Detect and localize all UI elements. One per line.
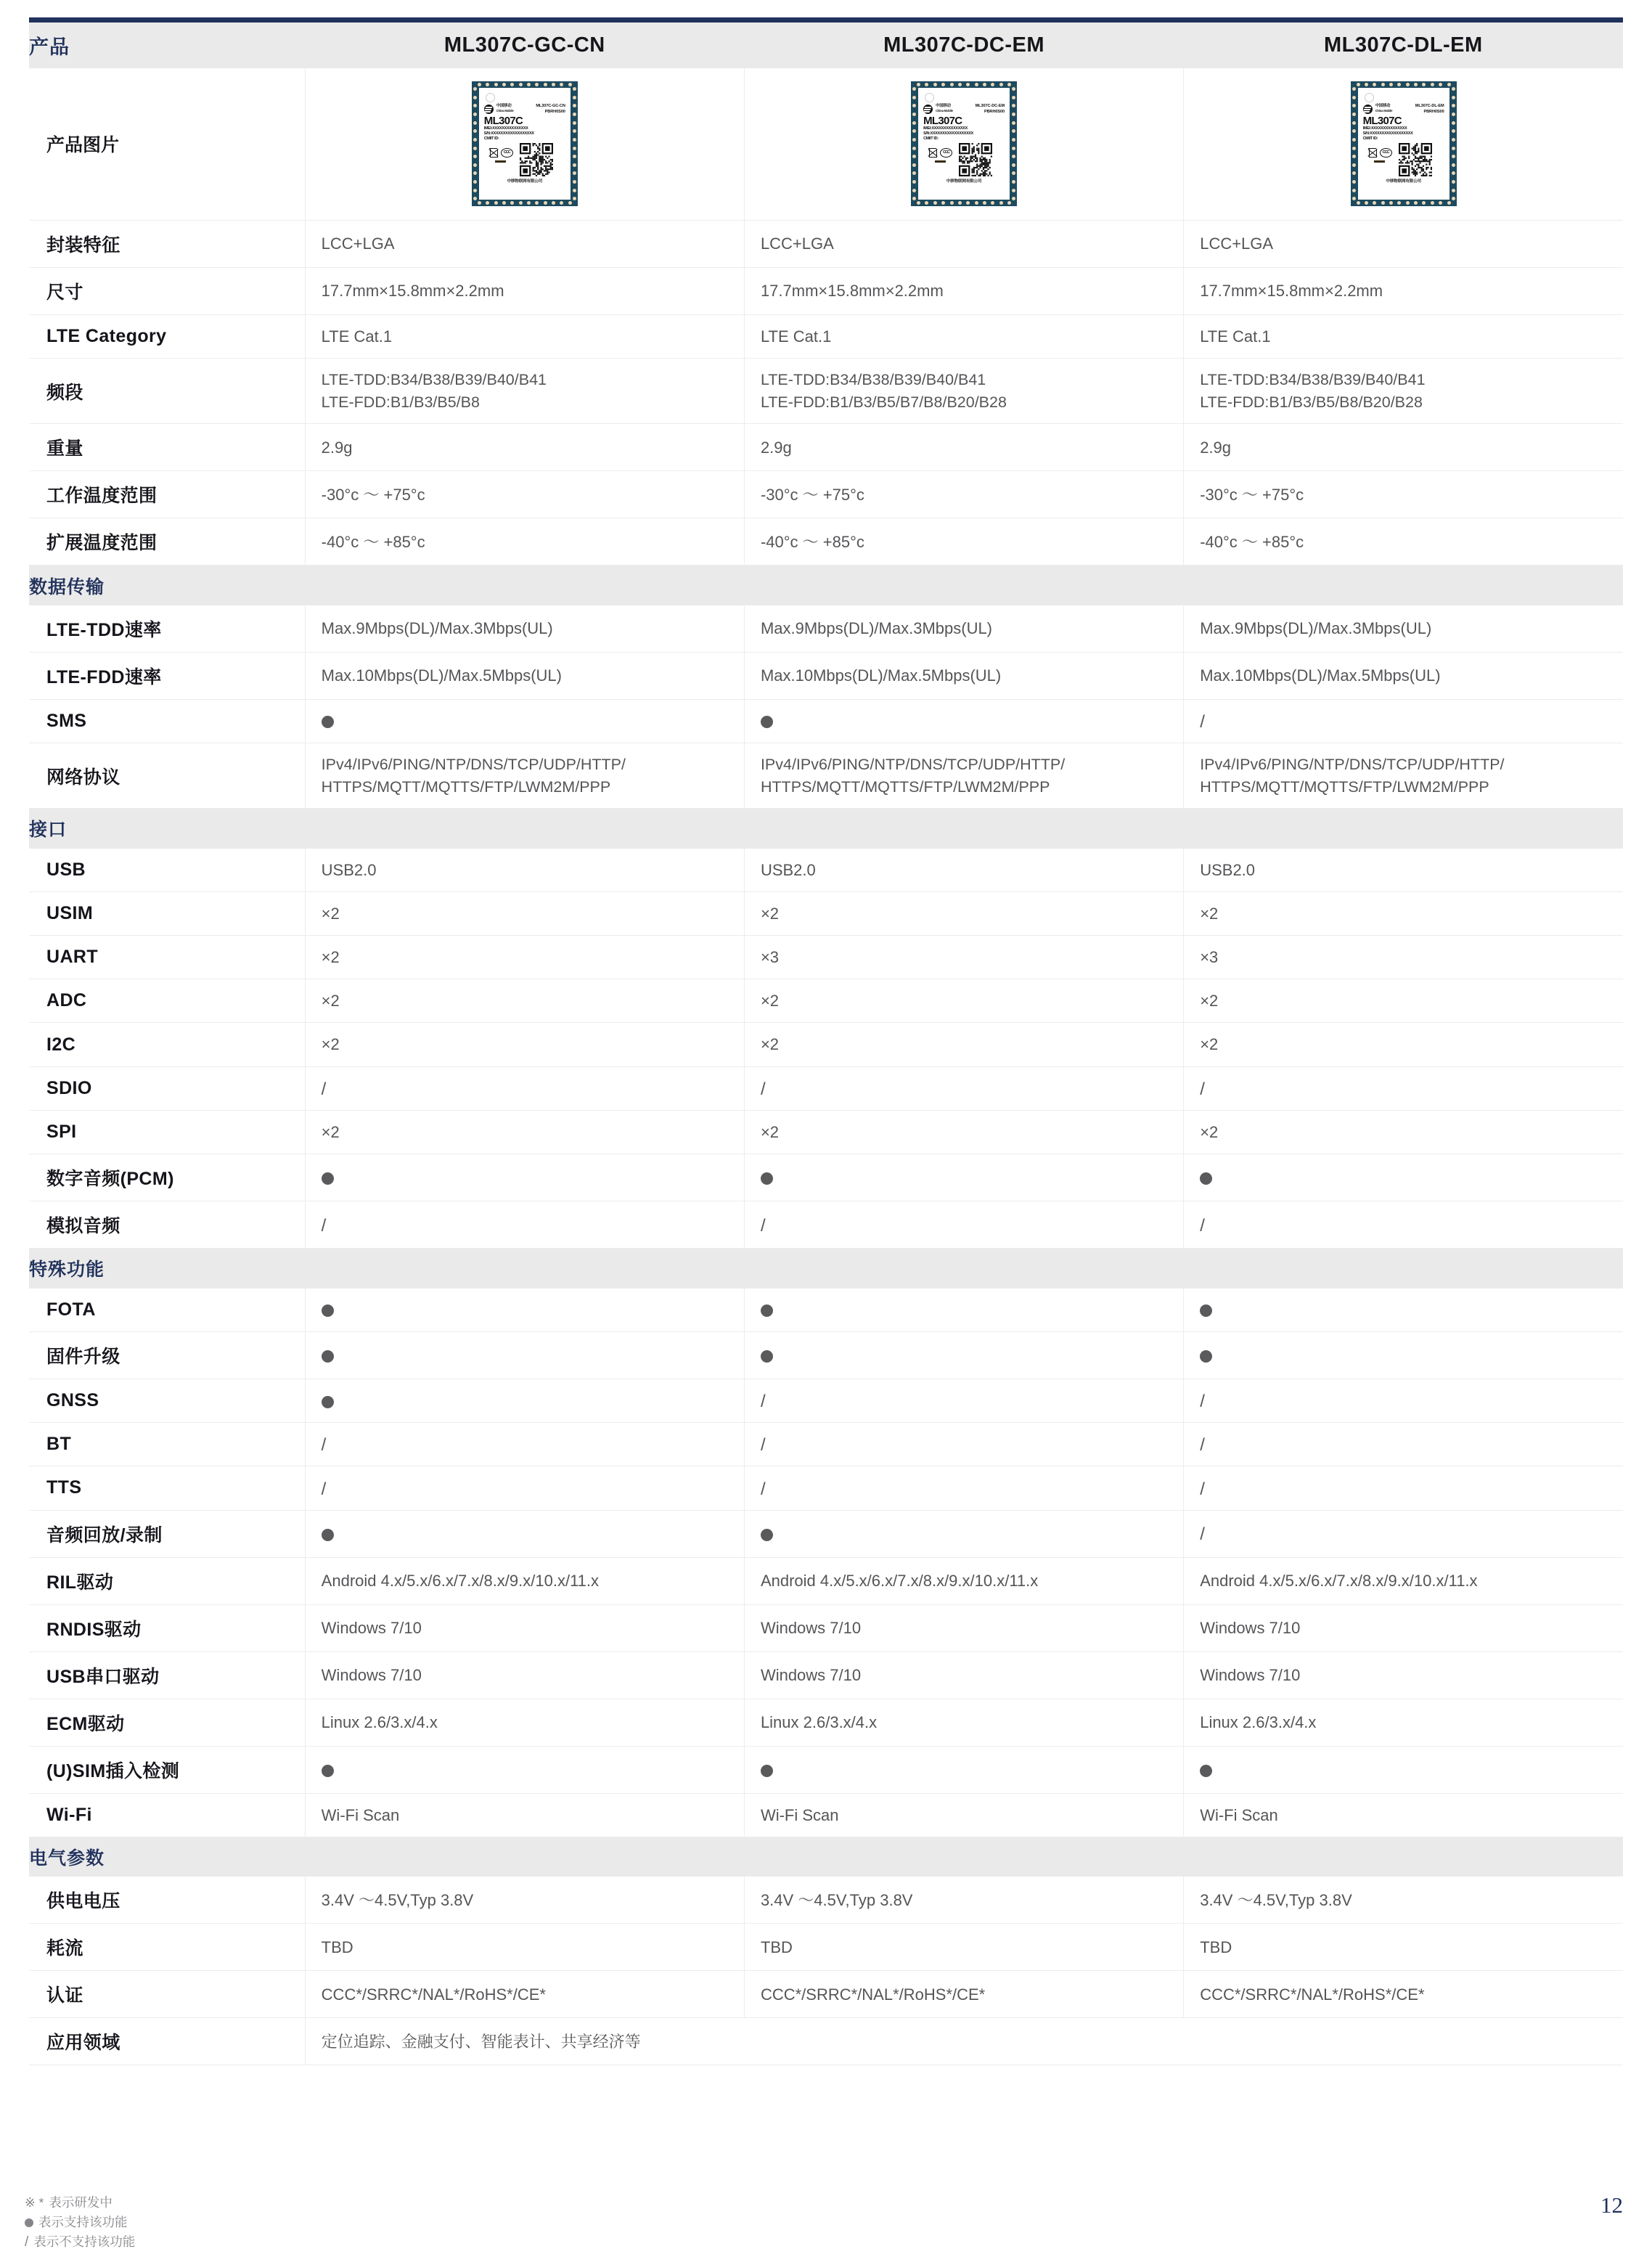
row-label: SPI: [29, 1110, 305, 1154]
spec-row: [29, 1289, 1623, 1332]
row-label: GNSS: [29, 1379, 305, 1422]
module-photo: [1351, 81, 1457, 206]
spec-value: TBD: [305, 1924, 744, 1971]
spec-value: 17.7mm×15.8mm×2.2mm: [1184, 268, 1623, 315]
spec-value: USB2.0: [305, 849, 744, 892]
spec-value: Linux 2.6/3.x/4.x: [305, 1699, 744, 1746]
module-series-name: ML307C: [923, 114, 962, 127]
row-label: SMS: [29, 699, 305, 743]
unsupported-slash-icon: /: [760, 1215, 766, 1236]
supported-dot-icon: [322, 1350, 334, 1363]
column-header-product: 产品: [29, 36, 70, 58]
unsupported-slash-icon: /: [321, 1215, 327, 1236]
spec-value: LTE Cat.1: [744, 315, 1183, 359]
supported-dot-icon: [761, 1765, 773, 1777]
supported-dot-icon: [322, 1304, 334, 1317]
spec-value: ×2: [1184, 979, 1623, 1023]
spec-row: [29, 1423, 1623, 1466]
supported-dot-icon: [1200, 1350, 1212, 1363]
spec-value-marker: [1184, 1289, 1623, 1332]
section-title: 数据传输: [29, 576, 105, 597]
spec-value-marker: [744, 1466, 1183, 1510]
product-image-cell-1: [305, 68, 744, 221]
row-label: I2C: [29, 1023, 305, 1066]
spec-value: ×2: [305, 936, 744, 979]
spec-value-marker: [744, 1423, 1183, 1466]
spec-value-marker: [1184, 699, 1623, 743]
spec-row: [29, 1331, 1623, 1379]
spec-value: Wi-Fi Scan: [305, 1793, 744, 1837]
spec-value: ×2: [305, 1023, 744, 1066]
spec-value-marker: [744, 1201, 1183, 1249]
spec-value-merged: 定位追踪、金融支付、智能表计、共享经济等: [305, 2018, 1623, 2065]
module-brand-name: 中国移动 China Mobile: [1375, 104, 1393, 113]
spec-value: Android 4.x/5.x/6.x/7.x/8.x/9.x/10.x/11.x: [744, 1557, 1183, 1604]
spec-value-marker: [305, 1201, 744, 1249]
spec-value: ×2: [1184, 1110, 1623, 1154]
module-cmiit-id: CMIIT ID:: [483, 136, 499, 141]
spec-value: -40°c ～ +85°c: [1184, 518, 1623, 566]
spec-value: IPv4/IPv6/PING/NTP/DNS/TCP/UDP/HTTP/ HTTPS/MQTT/MQTTS/FTP/LWM2M/PPP: [305, 743, 744, 809]
row-label: 耗流: [29, 1924, 305, 1971]
weee-bin-icon: [1367, 147, 1377, 158]
spec-value: 2.9g: [744, 424, 1183, 471]
spec-value: ×2: [1184, 1023, 1623, 1066]
spec-value: Max.10Mbps(DL)/Max.5Mbps(UL): [305, 652, 744, 699]
spec-row: [29, 268, 1623, 315]
supported-dot-icon: [1200, 1172, 1212, 1185]
legend-unsupported-text: 表示不支持该功能: [33, 2234, 136, 2250]
module-company-name: 中移物联网有限公司: [507, 179, 543, 184]
spec-value-marker: [1184, 1154, 1623, 1201]
row-label: FOTA: [29, 1289, 305, 1332]
spec-value-marker: [1184, 1331, 1623, 1379]
spec-value-marker: [1184, 1466, 1623, 1510]
spec-value: CCC*/SRRC*/NAL*/RoHS*/CE*: [305, 1971, 744, 2018]
spec-value-marker: [744, 1154, 1183, 1201]
spec-value-marker: [305, 1331, 744, 1379]
spec-value: ×2: [305, 891, 744, 935]
spec-value-marker: [305, 1379, 744, 1422]
spec-value: LTE-TDD:B34/B38/B39/B40/B41 LTE-FDD:B1/B3/B5/B8: [305, 359, 744, 424]
column-header-model-1: ML307C-GC-CN: [443, 33, 605, 57]
spec-value-marker: [1184, 1379, 1623, 1422]
module-brand-name: 中国移动 China Mobile: [936, 104, 953, 113]
spec-value: TBD: [744, 1924, 1183, 1971]
supported-dot-icon: [322, 1172, 334, 1185]
row-label: LTE-TDD速率: [29, 605, 305, 653]
spec-value-marker: [1184, 1423, 1623, 1466]
legend-line-unsupported: [25, 2232, 135, 2252]
page-number: 12: [1600, 2192, 1623, 2218]
spec-row: [29, 315, 1623, 359]
spec-value: ×2: [744, 979, 1183, 1023]
module-photo: [911, 81, 1017, 206]
weee-bin-icon: [488, 147, 498, 158]
spec-value: 17.7mm×15.8mm×2.2mm: [744, 268, 1183, 315]
spec-value: -40°c ～ +85°c: [305, 518, 744, 566]
supported-dot-icon: [322, 716, 334, 728]
spec-row: [29, 605, 1623, 653]
spec-value: Max.9Mbps(DL)/Max.3Mbps(UL): [1184, 605, 1623, 653]
spec-value: ×3: [744, 936, 1183, 979]
weee-bin-icon: [928, 147, 937, 158]
spec-value: Android 4.x/5.x/6.x/7.x/8.x/9.x/10.x/11.x: [1184, 1557, 1623, 1604]
row-label: (U)SIM插入检测: [29, 1746, 305, 1793]
spec-value: Windows 7/10: [744, 1604, 1183, 1651]
spec-row: [29, 979, 1623, 1023]
module-company-name: 中移物联网有限公司: [1386, 179, 1421, 184]
row-label: 数字音频(PCM): [29, 1154, 305, 1201]
column-header-model-3: ML307C-DL-EM: [1324, 33, 1483, 57]
spec-value: Max.9Mbps(DL)/Max.3Mbps(UL): [305, 605, 744, 653]
spec-value: Windows 7/10: [1184, 1651, 1623, 1699]
spec-value: -40°c ～ +85°c: [744, 518, 1183, 566]
spec-row: [29, 1066, 1623, 1110]
section-title: 接口: [29, 820, 68, 841]
supported-dot-icon: [322, 1529, 334, 1541]
spec-row: [29, 359, 1623, 424]
supported-dot-icon: [761, 1529, 773, 1541]
spec-value: USB2.0: [1184, 849, 1623, 892]
spec-value: Wi-Fi Scan: [744, 1793, 1183, 1837]
column-header-model-2: ML307C-DC-EM: [883, 33, 1045, 57]
row-label-product-image: 产品图片: [29, 68, 305, 221]
spec-value-marker: [744, 699, 1183, 743]
spec-value: 17.7mm×15.8mm×2.2mm: [305, 268, 744, 315]
module-pin1-marker: [486, 93, 495, 102]
spec-row: [29, 1201, 1623, 1249]
product-image-cell-3: [1184, 68, 1623, 221]
row-label: 重量: [29, 424, 305, 471]
row-label: USB串口驱动: [29, 1651, 305, 1699]
spec-value-marker: [1184, 1746, 1623, 1793]
spec-row: [29, 1924, 1623, 1971]
row-label: 认证: [29, 1971, 305, 2018]
qr-code-icon: [959, 143, 992, 176]
section-title: 电气参数: [29, 1848, 105, 1869]
spec-row: [29, 1699, 1623, 1746]
module-imei: IMEI:XXXXXXXXXXXXXXX: [1362, 126, 1407, 131]
module-photo: [472, 81, 578, 206]
section-header-row: [29, 1249, 1623, 1289]
china-mobile-logo-icon: [484, 105, 494, 114]
spec-row: [29, 1877, 1623, 1924]
supported-dot-icon: [761, 716, 773, 728]
row-label: BT: [29, 1423, 305, 1466]
module-part-number: ML307C-GC-CN PBRH0S00: [536, 104, 565, 114]
spec-row: [29, 1379, 1623, 1422]
module-imei: IMEI:XXXXXXXXXXXXXXX: [483, 126, 528, 131]
section-header-row: [29, 809, 1623, 849]
row-label: 网络协议: [29, 743, 305, 809]
row-label: 扩展温度范围: [29, 518, 305, 566]
spec-value-marker: [744, 1066, 1183, 1110]
unsupported-slash-icon: /: [760, 1479, 766, 1499]
row-label: 音频回放/录制: [29, 1510, 305, 1557]
spec-row: [29, 1971, 1623, 2018]
spec-value: LTE Cat.1: [1184, 315, 1623, 359]
spec-value: 2.9g: [1184, 424, 1623, 471]
unsupported-slash-icon: /: [1200, 1524, 1205, 1545]
row-label: RIL驱动: [29, 1557, 305, 1604]
module-imei: IMEI:XXXXXXXXXXXXXXX: [923, 126, 968, 131]
spec-value-marker: [305, 1289, 744, 1332]
product-image-cell-2: [744, 68, 1183, 221]
unsupported-slash-icon: /: [321, 1479, 327, 1499]
row-label: 应用领域: [29, 2018, 305, 2065]
spec-value: 2.9g: [305, 424, 744, 471]
row-label: USB: [29, 849, 305, 892]
spec-value: -30°c ～ +75°c: [744, 471, 1183, 518]
section-header-row: [29, 566, 1623, 605]
spec-value-marker: [305, 1154, 744, 1201]
module-part-number: ML307C-DL-EM PBRH0S00: [1415, 104, 1444, 114]
spec-value: 3.4V ～4.5V,Typ 3.8V: [744, 1877, 1183, 1924]
spec-value-marker: [305, 1066, 744, 1110]
module-cmiit-id: CMIIT ID:: [923, 136, 939, 141]
spec-value: Windows 7/10: [305, 1604, 744, 1651]
spec-value: Linux 2.6/3.x/4.x: [1184, 1699, 1623, 1746]
spec-row: [29, 518, 1623, 566]
ccc-certification-icon: CCC: [940, 148, 952, 158]
row-label: USIM: [29, 891, 305, 935]
row-label: ECM驱动: [29, 1699, 305, 1746]
asterisk-icon: ※ *: [25, 2195, 44, 2210]
green-bar-icon: [1374, 160, 1385, 163]
spec-value: USB2.0: [744, 849, 1183, 892]
ccc-certification-icon: CCC: [501, 148, 513, 158]
legend-supported-text: 表示支持该功能: [38, 2215, 128, 2230]
section-title: 特殊功能: [29, 1259, 105, 1281]
spec-row: [29, 699, 1623, 743]
supported-dot-icon: [322, 1765, 334, 1777]
spec-value: ×3: [1184, 936, 1623, 979]
spec-value: ×2: [744, 891, 1183, 935]
section-header-row: [29, 1837, 1623, 1877]
spec-row: [29, 849, 1623, 892]
unsupported-slash-icon: /: [1200, 1392, 1205, 1412]
row-label: RNDIS驱动: [29, 1604, 305, 1651]
row-label: TTS: [29, 1466, 305, 1510]
spec-value: LCC+LGA: [305, 221, 744, 268]
spec-row: [29, 743, 1623, 809]
row-label: 模拟音频: [29, 1201, 305, 1249]
green-bar-icon: [935, 160, 946, 163]
legend-line-supported: [25, 2213, 135, 2232]
spec-row: [29, 1557, 1623, 1604]
qr-code-icon: [520, 143, 553, 176]
spec-value-marker: [305, 1423, 744, 1466]
spec-value-marker: [305, 1746, 744, 1793]
spec-value-marker: [1184, 1201, 1623, 1249]
spec-value: LTE-TDD:B34/B38/B39/B40/B41 LTE-FDD:B1/B3/B5/B7/B8/B20/B28: [744, 359, 1183, 424]
china-mobile-logo-icon: [1363, 105, 1373, 114]
unsupported-slash-icon: /: [1200, 1435, 1205, 1455]
module-pin1-marker: [925, 93, 934, 102]
module-part-number: ML307C-DC-EM PBRH0S00: [975, 104, 1005, 114]
spec-row: [29, 424, 1623, 471]
supported-dot-icon: [322, 1396, 334, 1408]
ccc-certification-icon: CCC: [1380, 148, 1392, 158]
row-label: 工作温度范围: [29, 471, 305, 518]
spec-value-marker: [744, 1289, 1183, 1332]
row-label: LTE-FDD速率: [29, 652, 305, 699]
unsupported-slash-icon: /: [760, 1079, 766, 1099]
unsupported-slash-icon: /: [1200, 1479, 1205, 1499]
filled-circle-icon: [25, 2218, 33, 2227]
spec-row: [29, 1466, 1623, 1510]
legend-development-text: 表示研发中: [49, 2195, 113, 2210]
spec-row: [29, 2018, 1623, 2065]
supported-dot-icon: [1200, 1304, 1212, 1317]
spec-value: 3.4V ～4.5V,Typ 3.8V: [1184, 1877, 1623, 1924]
module-pin1-marker: [1365, 93, 1374, 102]
spec-value: Windows 7/10: [744, 1651, 1183, 1699]
spec-value: 3.4V ～4.5V,Typ 3.8V: [305, 1877, 744, 1924]
china-mobile-logo-icon: [923, 105, 933, 114]
spec-value: LTE-TDD:B34/B38/B39/B40/B41 LTE-FDD:B1/B3/B5/B8/B20/B28: [1184, 359, 1623, 424]
slash-icon: /: [25, 2234, 29, 2250]
spec-value-marker: [744, 1379, 1183, 1422]
row-label: SDIO: [29, 1066, 305, 1110]
spec-value: IPv4/IPv6/PING/NTP/DNS/TCP/UDP/HTTP/ HTTPS/MQTT/MQTTS/FTP/LWM2M/PPP: [744, 743, 1183, 809]
spec-value: Windows 7/10: [1184, 1604, 1623, 1651]
spec-value: ×2: [744, 1023, 1183, 1066]
supported-dot-icon: [761, 1304, 773, 1317]
row-label: 固件升级: [29, 1331, 305, 1379]
module-company-name: 中移物联网有限公司: [946, 179, 982, 184]
spec-value: -30°c ～ +75°c: [305, 471, 744, 518]
spec-value: ×2: [744, 1110, 1183, 1154]
spec-row: [29, 1023, 1623, 1066]
module-series-name: ML307C: [483, 114, 523, 127]
spec-value: Max.10Mbps(DL)/Max.5Mbps(UL): [744, 652, 1183, 699]
unsupported-slash-icon: /: [1200, 1215, 1205, 1236]
row-label: 频段: [29, 359, 305, 424]
spec-value: CCC*/SRRC*/NAL*/RoHS*/CE*: [744, 1971, 1183, 2018]
supported-dot-icon: [761, 1172, 773, 1185]
module-serial-number: S/N:XXXXXXXXXXXXXXXXXX: [923, 131, 973, 136]
spec-value: TBD: [1184, 1924, 1623, 1971]
spec-row: [29, 1110, 1623, 1154]
spec-value: Windows 7/10: [305, 1651, 744, 1699]
spec-value: CCC*/SRRC*/NAL*/RoHS*/CE*: [1184, 1971, 1623, 2018]
spec-value: LCC+LGA: [1184, 221, 1623, 268]
module-series-name: ML307C: [1362, 114, 1402, 127]
spec-value-marker: [744, 1331, 1183, 1379]
spec-value: LCC+LGA: [744, 221, 1183, 268]
spec-value: Max.10Mbps(DL)/Max.5Mbps(UL): [1184, 652, 1623, 699]
green-bar-icon: [495, 160, 506, 163]
row-label: LTE Category: [29, 315, 305, 359]
legend-line-development: [25, 2193, 135, 2213]
spec-value: Android 4.x/5.x/6.x/7.x/8.x/9.x/10.x/11.x: [305, 1557, 744, 1604]
unsupported-slash-icon: /: [1200, 711, 1205, 732]
spec-value: ×2: [305, 1110, 744, 1154]
row-label: 供电电压: [29, 1877, 305, 1924]
spec-row: [29, 471, 1623, 518]
unsupported-slash-icon: /: [760, 1392, 766, 1412]
legend-notes: [25, 2193, 135, 2252]
row-label: ADC: [29, 979, 305, 1023]
product-image-row: [29, 68, 1623, 221]
spec-value: Linux 2.6/3.x/4.x: [744, 1699, 1183, 1746]
module-serial-number: S/N:XXXXXXXXXXXXXXXXXX: [483, 131, 534, 136]
spec-value: LTE Cat.1: [305, 315, 744, 359]
supported-dot-icon: [1200, 1765, 1212, 1777]
unsupported-slash-icon: /: [760, 1435, 766, 1455]
row-label: Wi-Fi: [29, 1793, 305, 1837]
spec-row: [29, 652, 1623, 699]
spec-row: [29, 1604, 1623, 1651]
row-label: UART: [29, 936, 305, 979]
spec-row: [29, 221, 1623, 268]
spec-row: [29, 1510, 1623, 1557]
module-cmiit-id: CMIIT ID:: [1362, 136, 1378, 141]
module-brand-name: 中国移动 China Mobile: [496, 104, 514, 113]
module-serial-number: S/N:XXXXXXXXXXXXXXXXXX: [1362, 131, 1413, 136]
spec-row: [29, 936, 1623, 979]
qr-code-icon: [1399, 143, 1432, 176]
spec-value: IPv4/IPv6/PING/NTP/DNS/TCP/UDP/HTTP/ HTTPS/MQTT/MQTTS/FTP/LWM2M/PPP: [1184, 743, 1623, 809]
spec-value-marker: [1184, 1510, 1623, 1557]
unsupported-slash-icon: /: [321, 1435, 327, 1455]
unsupported-slash-icon: /: [321, 1079, 327, 1099]
spec-value-marker: [305, 1466, 744, 1510]
spec-value-marker: [744, 1510, 1183, 1557]
product-spec-table: [29, 17, 1623, 2065]
spec-value: Max.9Mbps(DL)/Max.3Mbps(UL): [744, 605, 1183, 653]
spec-value: ×2: [1184, 891, 1623, 935]
spec-value-marker: [305, 699, 744, 743]
table-header-row: [29, 20, 1623, 68]
spec-row: [29, 1651, 1623, 1699]
spec-value-marker: [305, 1510, 744, 1557]
spec-row: [29, 1746, 1623, 1793]
spec-value: ×2: [305, 979, 744, 1023]
supported-dot-icon: [761, 1350, 773, 1363]
spec-value-marker: [1184, 1066, 1623, 1110]
spec-value-marker: [744, 1746, 1183, 1793]
spec-row: [29, 1793, 1623, 1837]
row-label: 封装特征: [29, 221, 305, 268]
unsupported-slash-icon: /: [1200, 1079, 1205, 1099]
row-label: 尺寸: [29, 268, 305, 315]
spec-value: Wi-Fi Scan: [1184, 1793, 1623, 1837]
spec-row: [29, 1154, 1623, 1201]
spec-row: [29, 891, 1623, 935]
spec-value: -30°c ～ +75°c: [1184, 471, 1623, 518]
